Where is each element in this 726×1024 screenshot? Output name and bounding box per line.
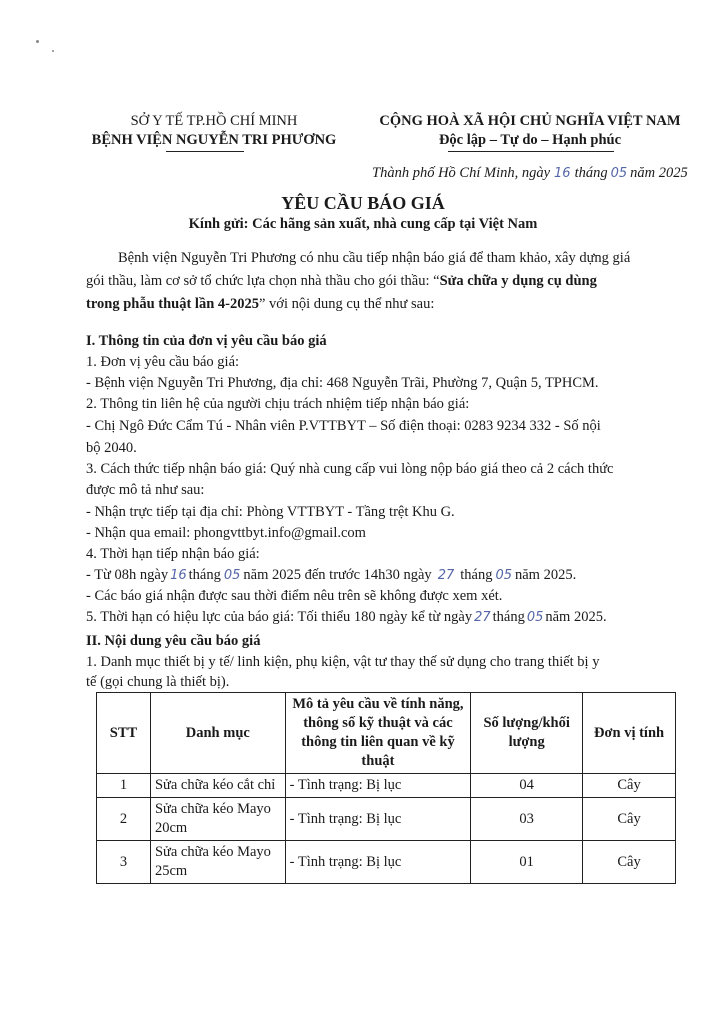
table-row — [97, 798, 676, 841]
cell-desc: - Tình trạng: Bị lục — [285, 841, 471, 884]
section1-validity-line — [86, 607, 607, 628]
col-header-item: Danh mục — [150, 693, 285, 774]
header-right-line2: Độc lập – Tự do – Hạnh phúc — [438, 132, 622, 148]
cell-qty: 01 — [471, 841, 583, 884]
validity-text-b: tháng — [492, 609, 525, 625]
validity-text-c: năm 2025. — [545, 609, 607, 625]
date-line — [372, 163, 688, 184]
deadline-text-b: tháng — [188, 567, 221, 583]
section1-deadline-line — [86, 565, 576, 586]
header-left-line1: SỞ Y TẾ TP.HỒ CHÍ MINH — [130, 113, 298, 129]
section1-line: - Bệnh viện Nguyễn Tri Phương, địa chỉ: 468 Nguyễn Trãi, Phường 7, Quận 5, TPHCM. — [86, 375, 599, 391]
cell-item: Sửa chữa kéo Mayo 25cm — [150, 841, 285, 884]
header-right-underline — [448, 151, 614, 152]
scan-dot — [52, 50, 54, 52]
col-header-stt: STT — [97, 693, 151, 774]
section1-line: - Nhận qua email: phongvttbyt.info@gmail.com — [86, 525, 366, 541]
date-month: 05 — [610, 166, 628, 181]
section1-line: 1. Đơn vị yêu cầu báo giá: — [86, 354, 240, 370]
col-header-desc: Mô tả yêu cầu về tính năng, thông số kỹ thuật và các thông tin liên quan về kỹ thuật — [285, 693, 471, 774]
validity-month: 05 — [526, 610, 544, 625]
date-month-label: tháng — [574, 165, 608, 181]
cell-qty: 03 — [471, 798, 583, 841]
deadline-text-c: năm 2025 đến trước 14h30 ngày — [243, 567, 432, 583]
date-day: 16 — [554, 166, 571, 181]
intro-package-name-part1: Sửa chữa y dụng cụ dùng — [439, 273, 597, 289]
intro-line3 — [86, 294, 434, 315]
validity-text-a: 5. Thời hạn có hiệu lực của báo giá: Tối thiểu 180 ngày kể từ ngày — [86, 609, 473, 625]
cell-desc: - Tình trạng: Bị lục — [285, 798, 471, 841]
deadline-month-start: 05 — [223, 568, 241, 583]
document-subtitle: Kính gửi: Các hãng sản xuất, nhà cung cấp tại Việt Nam — [188, 216, 538, 232]
header-right-line1: CỘNG HOÀ XÃ HỘI CHỦ NGHĨA VIỆT NAM — [379, 113, 681, 129]
section2-heading: II. Nội dung yêu cầu báo giá — [86, 633, 261, 649]
header-left-underline — [166, 151, 244, 152]
section1-line: bộ 2040. — [86, 440, 137, 456]
cell-stt: 1 — [97, 774, 151, 798]
section1-line: 4. Thời hạn tiếp nhận báo giá: — [86, 546, 260, 562]
document-title: YÊU CẦU BÁO GIÁ — [281, 193, 445, 213]
requirements-table — [96, 692, 676, 884]
intro-line2-prefix: gói thầu, làm cơ sở tổ chức lựa chọn nhà thầu cho gói thầu: “ — [86, 273, 440, 289]
cell-stt: 3 — [97, 841, 151, 884]
section2-line: 1. Danh mục thiết bị y tế/ linh kiện, phụ kiện, vật tư thay thế sử dụng cho trang thiết bị y — [86, 654, 600, 670]
intro-line2 — [86, 271, 597, 292]
intro-line3-suffix: ” với nội dung cụ thể như sau: — [258, 296, 435, 312]
col-header-unit: Đơn vị tính — [583, 693, 676, 774]
col-header-qty: Số lượng/khối lượng — [471, 693, 583, 774]
date-year: năm 2025 — [630, 165, 688, 181]
section1-line: 2. Thông tin liên hệ của người chịu trách nhiệm tiếp nhận báo giá: — [86, 396, 470, 412]
section1-line: được mô tả như sau: — [86, 482, 205, 498]
deadline-text-a: - Từ 08h ngày — [86, 567, 169, 583]
cell-stt: 2 — [97, 798, 151, 841]
scan-dot — [36, 40, 39, 43]
table-row — [97, 841, 676, 884]
validity-day: 27 — [474, 610, 491, 625]
section1-line: - Các báo giá nhận được sau thời điểm nêu trên sẽ không được xem xét. — [86, 588, 503, 604]
intro-package-name-part2: trong phẫu thuật lần 4-2025 — [86, 296, 259, 312]
header-left-line2: BỆNH VIỆN NGUYỄN TRI PHƯƠNG — [91, 132, 337, 148]
section1-line: - Nhận trực tiếp tại địa chỉ: Phòng VTTBYT - Tầng trệt Khu G. — [86, 504, 455, 520]
cell-item: Sửa chữa kéo Mayo 20cm — [150, 798, 285, 841]
date-prefix: Thành phố Hồ Chí Minh, ngày — [372, 165, 551, 181]
deadline-month-end: 05 — [495, 568, 512, 583]
deadline-day-start: 16 — [170, 568, 187, 583]
cell-unit: Cây — [583, 841, 676, 884]
section1-line: - Chị Ngô Đức Cẩm Tú - Nhân viên P.VTTBYT – Số điện thoại: 0283 9234 332 - Số nội — [86, 418, 601, 434]
deadline-text-d: tháng — [460, 567, 493, 583]
section2-line: tế (gọi chung là thiết bị). — [86, 674, 230, 690]
intro-line1: Bệnh viện Nguyễn Tri Phương có nhu cầu tiếp nhận báo giá để tham khảo, xây dựng giá — [118, 250, 631, 266]
cell-unit: Cây — [583, 798, 676, 841]
deadline-day-end: 27 — [437, 568, 455, 583]
cell-unit: Cây — [583, 774, 676, 798]
table-row — [97, 774, 676, 798]
cell-item: Sửa chữa kéo cắt chỉ — [150, 774, 285, 798]
cell-qty: 04 — [471, 774, 583, 798]
cell-desc: - Tình trạng: Bị lục — [285, 774, 471, 798]
deadline-text-e: năm 2025. — [515, 567, 577, 583]
table-header-row — [97, 693, 676, 774]
section1-heading: I. Thông tin của đơn vị yêu cầu báo giá — [86, 333, 327, 349]
section1-line: 3. Cách thức tiếp nhận báo giá: Quý nhà cung cấp vui lòng nộp báo giá theo cả 2 cách thức — [86, 461, 614, 477]
